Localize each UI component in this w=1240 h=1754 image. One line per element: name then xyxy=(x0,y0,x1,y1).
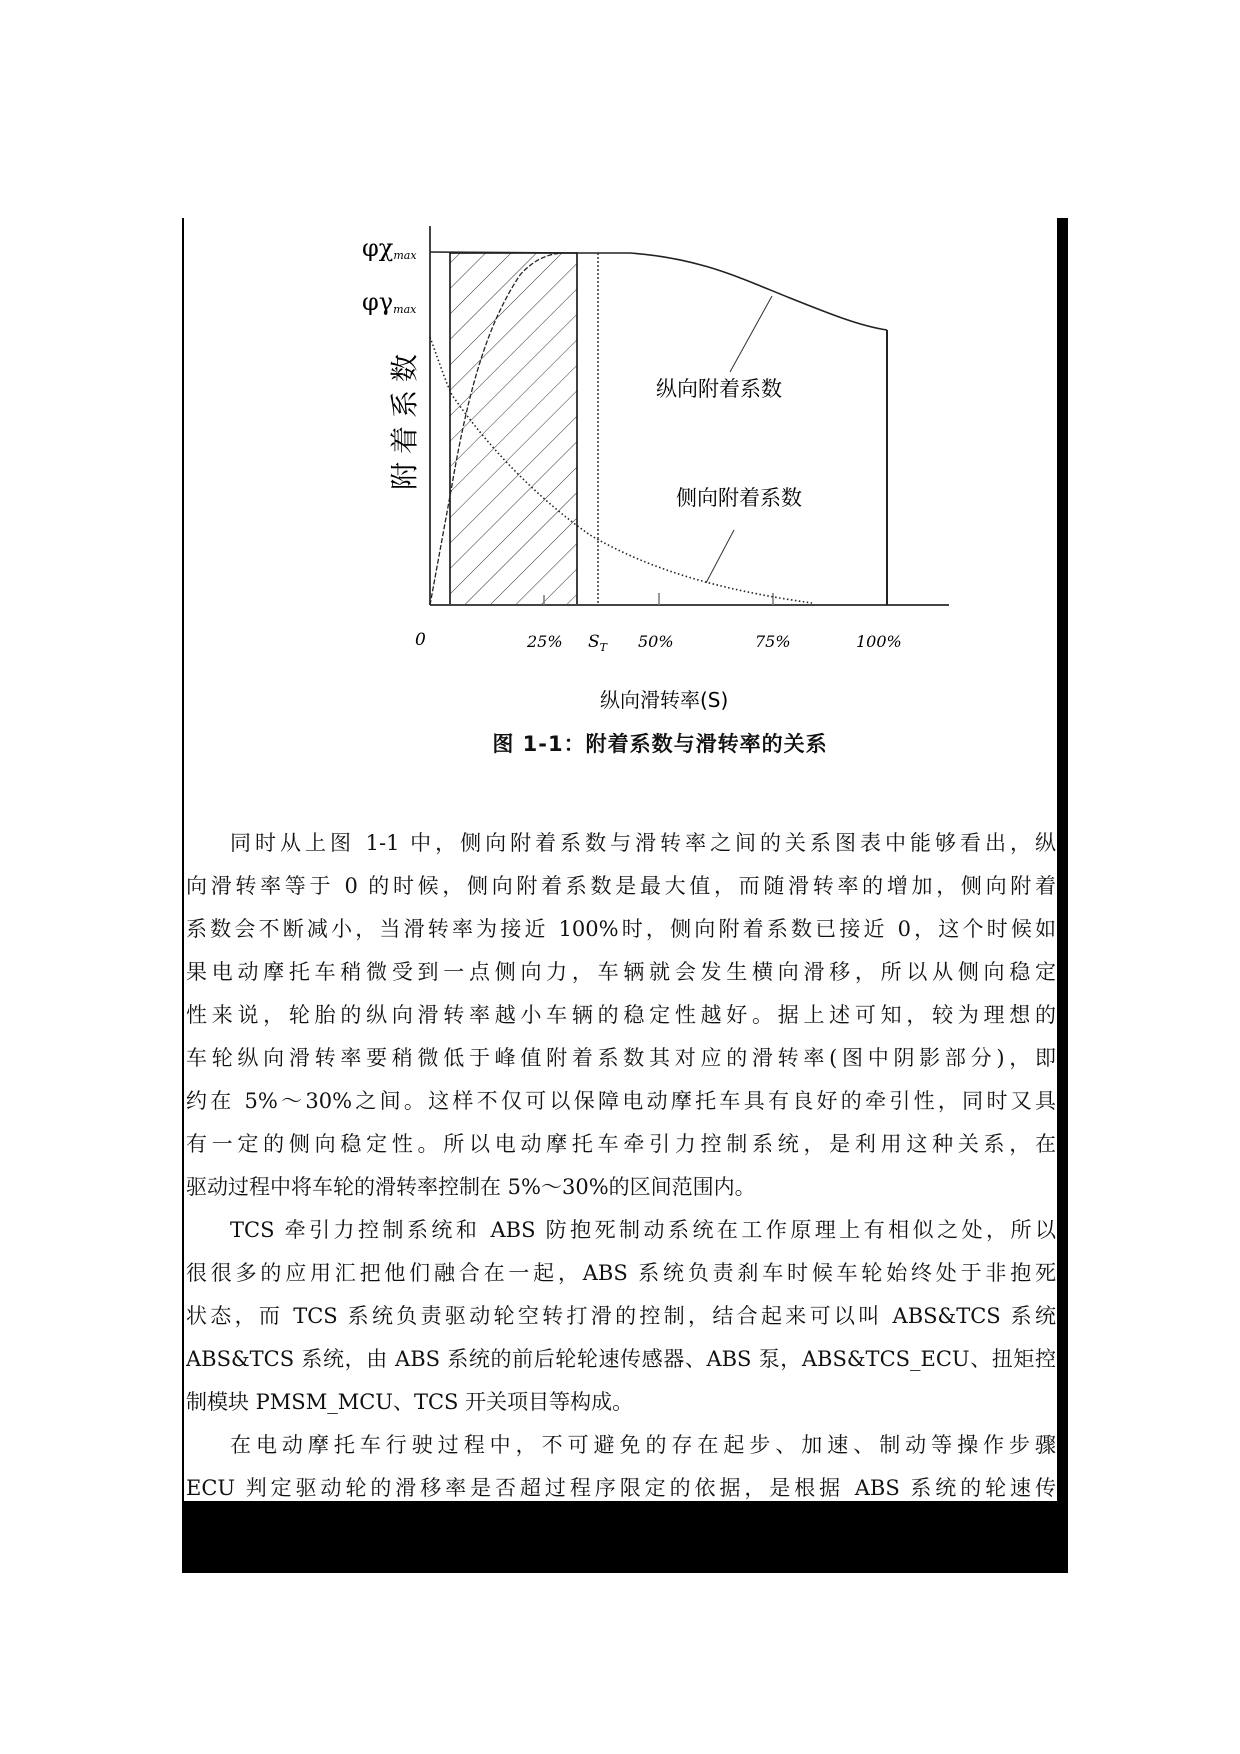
text-line: 果电动摩托车稍微受到一点侧向力，车辆就会发生横向滑移，所以从侧向稳定 xyxy=(186,960,1056,984)
leader-longitudinal xyxy=(730,296,772,372)
text-line: 同时从上图 1-1 中，侧向附着系数与滑转率之间的关系图表中能够看出，纵 xyxy=(230,831,1056,855)
label-lateral: 侧向附着系数 xyxy=(676,486,802,510)
y-label-phiy-max: φγmax xyxy=(362,288,417,316)
y-axis-title: 附着系数 xyxy=(388,345,421,490)
text-line: ECU 判定驱动轮的滑移率是否超过程序限定的依据，是根据 ABS 系统的轮速传 xyxy=(186,1476,1056,1500)
body-text xyxy=(186,822,1056,1510)
y-label-phix-max: φχmax xyxy=(362,234,417,262)
text-line: 约在 5%～30%之间。这样不仅可以保障电动摩托车具有良好的牵引性，同时又具 xyxy=(186,1089,1056,1113)
leader-lateral xyxy=(706,530,734,583)
text-line: ABS&TCS 系统，由 ABS 系统的前后轮轮速传感器、ABS 泵，ABS&TCS_ECU、扭矩控 xyxy=(186,1347,1056,1371)
adhesion-slip-chart xyxy=(0,0,1240,760)
figure-caption: 图 1-1：附着系数与滑转率的关系 xyxy=(492,732,828,756)
redacted-block xyxy=(182,1501,1068,1573)
text-line: 制模块 PMSM_MCU、TCS 开关项目等构成。 xyxy=(186,1390,634,1414)
text-line: 驱动过程中将车轮的滑转率控制在 5%～30%的区间范围内。 xyxy=(186,1175,756,1199)
x-tick-label-100: 100% xyxy=(856,632,902,651)
text-line: 向滑转率等于 0 的时候，侧向附着系数是最大值，而随滑转率的增加，侧向附着 xyxy=(186,874,1056,898)
x-tick-label-50: 50% xyxy=(638,632,674,651)
shaded-region xyxy=(450,253,577,605)
text-line: 有一定的侧向稳定性。所以电动摩托车牵引力控制系统，是利用这种关系，在 xyxy=(186,1132,1056,1156)
text-line: 在电动摩托车行驶过程中，不可避免的存在起步、加速、制动等操作步骤 xyxy=(230,1433,1056,1457)
text-line: 性来说，轮胎的纵向滑转率越小车辆的稳定性越好。据上述可知，较为理想的 xyxy=(186,1003,1056,1027)
text-line: 系数会不断减小，当滑转率为接近 100%时，侧向附着系数已接近 0，这个时候如 xyxy=(186,917,1056,941)
x-tick-label-25: 25% xyxy=(527,632,563,651)
text-line: 状态，而 TCS 系统负责驱动轮空转打滑的控制，结合起来可以叫 ABS&TCS 系统 xyxy=(186,1304,1056,1328)
x-tick-label-75: 75% xyxy=(755,632,791,651)
text-line: TCS 牵引力控制系统和 ABS 防抱死制动系统在工作原理上有相似之处，所以 xyxy=(230,1218,1056,1242)
label-longitudinal: 纵向附着系数 xyxy=(656,377,782,401)
text-line: 车轮纵向滑转率要稍微低于峰值附着系数其对应的滑转率(图中阴影部分)，即 xyxy=(186,1046,1056,1070)
x-axis-title: 纵向滑转率(S) xyxy=(600,688,729,712)
x-tick-label-0: 0 xyxy=(415,630,426,650)
x-tick-label-st: $S_T$ xyxy=(588,632,607,654)
text-line: 很很多的应用汇把他们融合在一起，ABS 系统负责刹车时候车轮始终处于非抱死 xyxy=(186,1261,1056,1285)
